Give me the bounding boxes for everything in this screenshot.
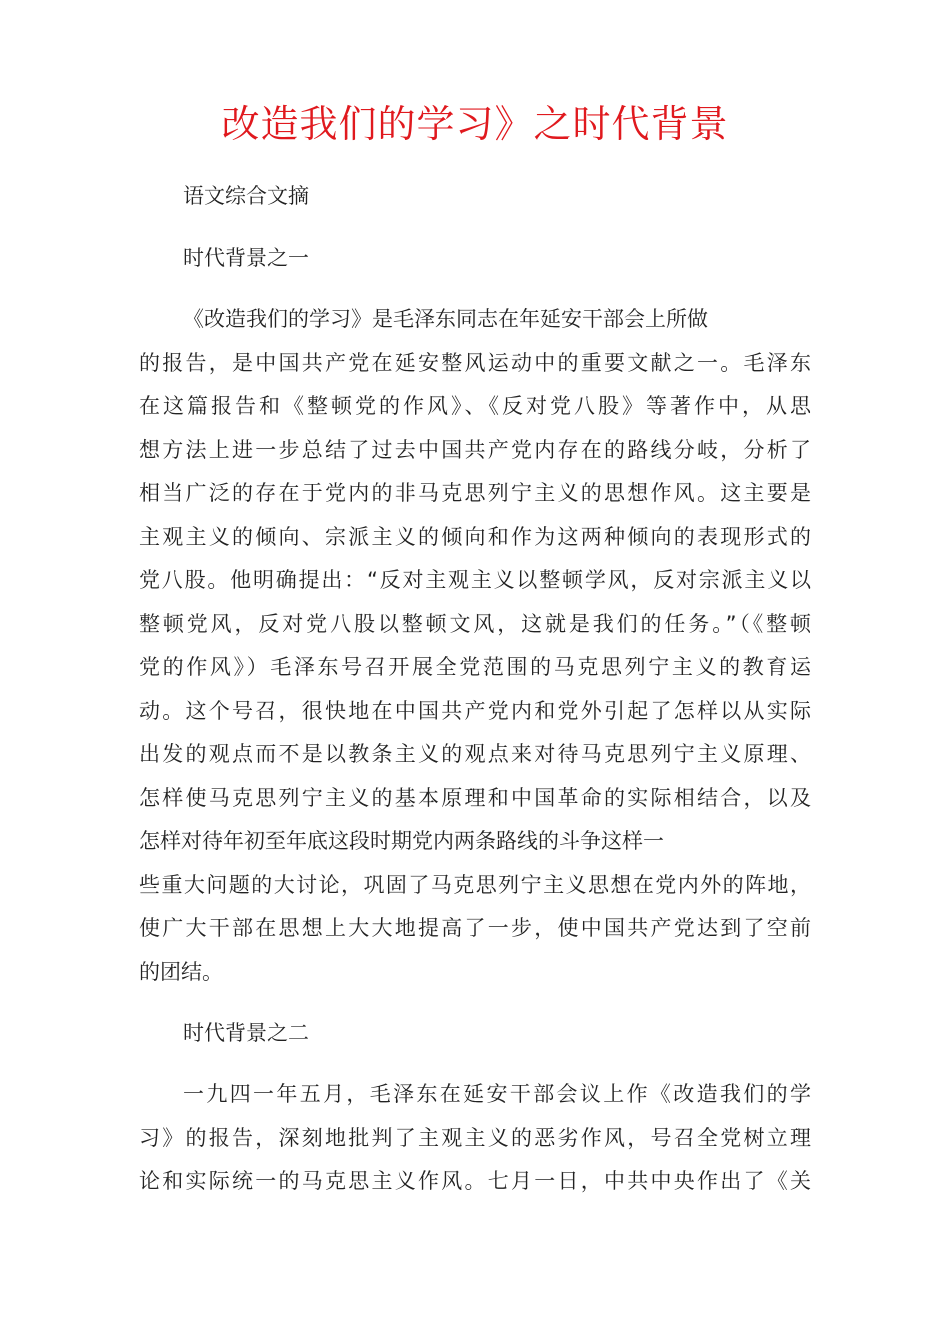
paragraph-line: 怎样使马克思列宁主义的基本原理和中国革命的实际相结合，以及 — [139, 785, 811, 810]
section-1-heading: 时代背景之一 — [183, 246, 309, 270]
paragraph-line: 的报告，是中国共产党在延安整风运动中的重要文献之一。毛泽东 — [139, 350, 811, 375]
paragraph-line: 出发的观点而不是以教条主义的观点来对待马克思列宁主义原理、 — [139, 742, 811, 766]
paragraph-line: 相当广泛的存在于党内的非马克思列宁主义的思想作风。这主要是 — [139, 481, 811, 505]
paragraph-line: 的团结。 — [139, 959, 223, 984]
paragraph-line: 党的作风》）毛泽东号召开展全党范围的马克思列宁主义的教育运 — [139, 655, 811, 679]
paragraph-line: 些重大问题的大讨论，巩固了马克思列宁主义思想在党内外的阵地， — [139, 872, 811, 897]
paragraph-line: 在这篇报告和《整顿党的作风》、《反对党八股》等著作中，从思 — [139, 394, 811, 418]
paragraph-line: 动。这个号召，很快地在中国共产党内和党外引起了怎样以从实际 — [139, 698, 811, 723]
paragraph-line: 党八股。他明确提出：“反对主观主义以整顿学风，反对宗派主义以 — [139, 568, 811, 592]
section-2-paragraph — [139, 1073, 811, 1204]
paragraph-line: 想方法上进一步总结了过去中国共产党内存在的路线分岐，分析了 — [139, 437, 811, 462]
paragraph-line: 使广大干部在思想上大大地提高了一步，使中国共产党达到了空前 — [139, 916, 811, 940]
document-title: 改造我们的学习》之时代背景 — [221, 102, 729, 146]
paragraph-line: 怎样对待年初至年底这段时期党内两条路线的斗争这样一 — [139, 829, 664, 853]
paragraph-line: 整顿党风，反对党八股以整顿文风，这就是我们的任务。”（《整顿 — [139, 611, 811, 636]
source-label: 语文综合文摘 — [183, 184, 309, 208]
section-2-heading: 时代背景之二 — [183, 1021, 309, 1045]
paragraph-line: 一九四一年五月，毛泽东在延安干部会议上作《改造我们的学 — [183, 1082, 811, 1106]
paragraph-line: 《改造我们的学习》是毛泽东同志在年延安干部会上所做 — [183, 307, 708, 331]
paragraph-line: 主观主义的倾向、宗派主义的倾向和作为这两种倾向的表现形式的 — [139, 524, 811, 549]
paragraph-line: 论和实际统一的马克思主义作风。七月一日，中共中央作出了《关 — [139, 1169, 811, 1193]
section-1-paragraph — [139, 298, 811, 994]
paragraph-line: 习》的报告，深刻地批判了主观主义的恶劣作风，号召全党树立理 — [139, 1125, 811, 1150]
